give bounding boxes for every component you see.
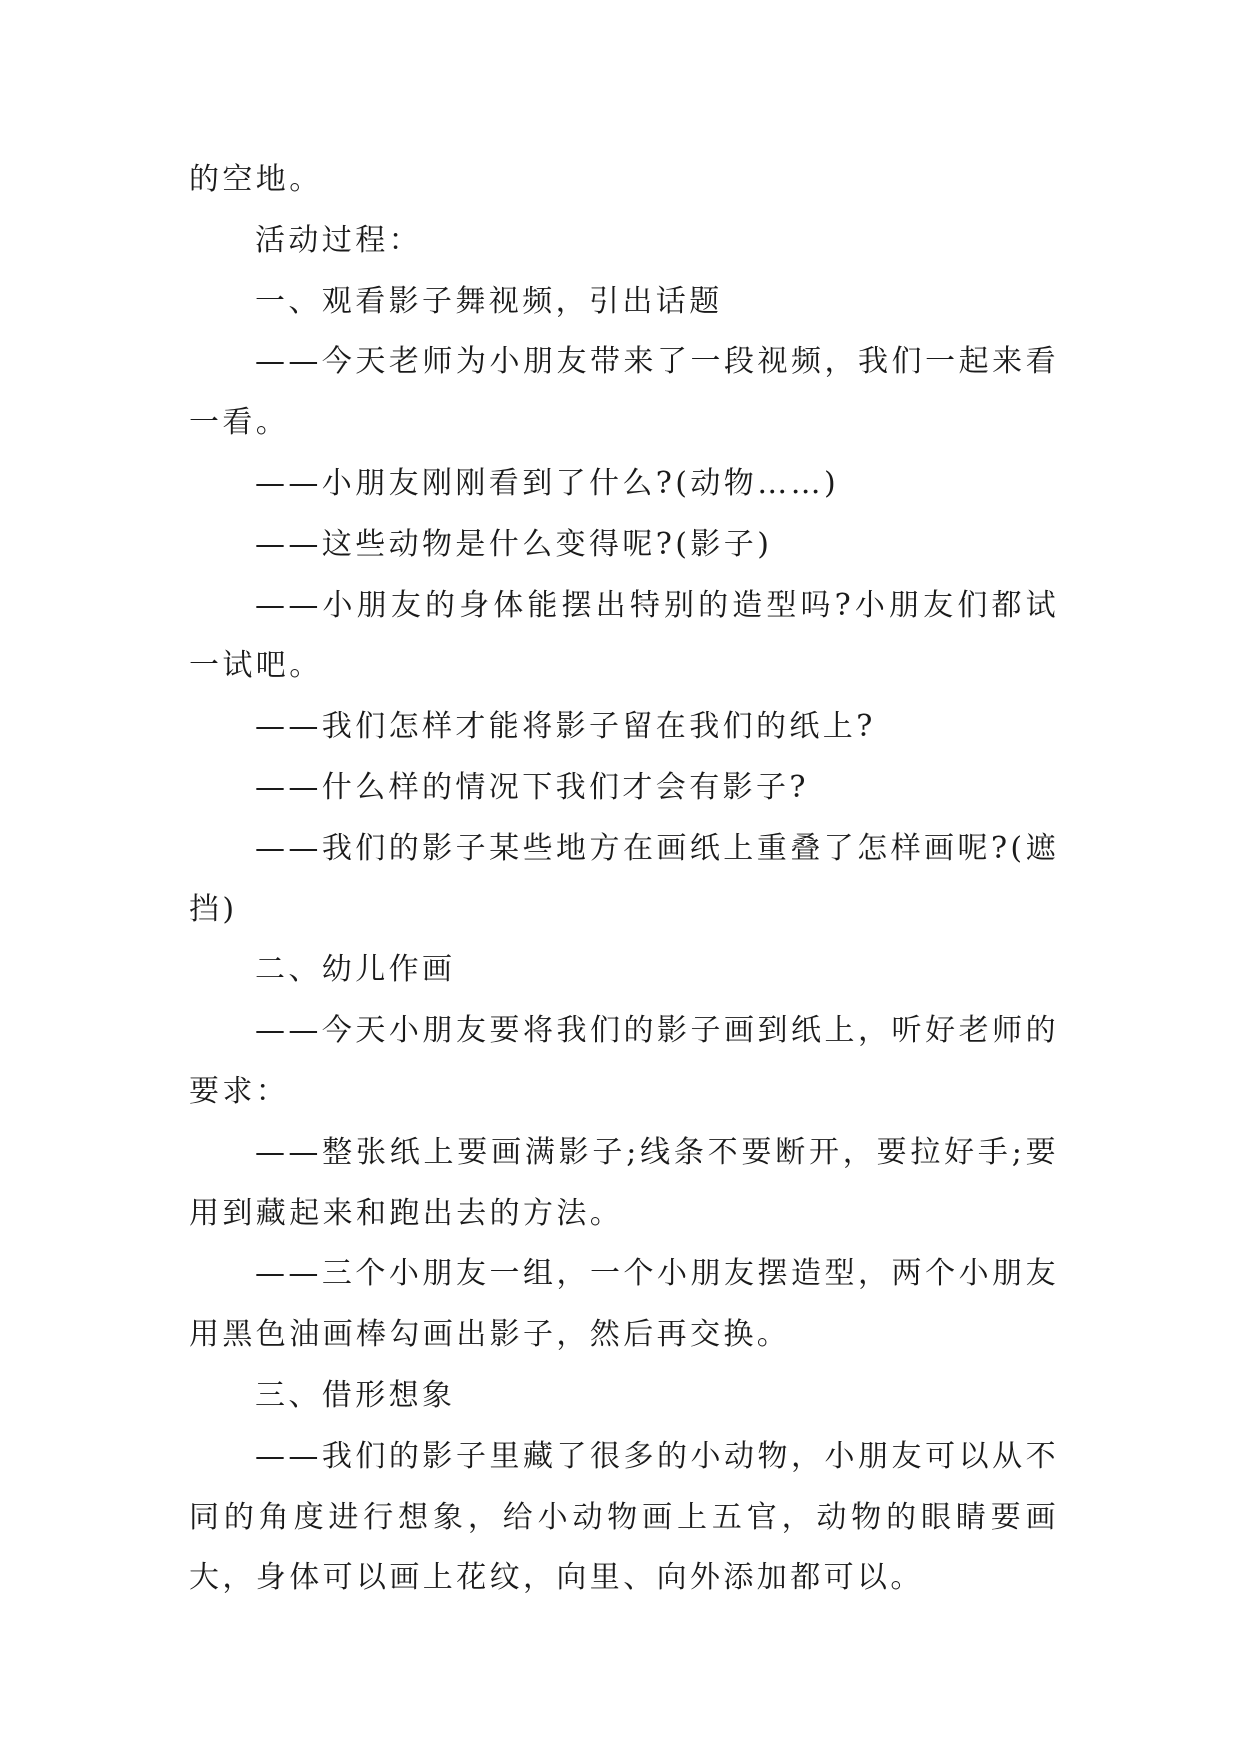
paragraph: ——我们怎样才能将影子留在我们的纸上? xyxy=(255,709,876,745)
paragraph: ——小朋友的身体能摆出特别的造型吗?小朋友们都试一试吧。 xyxy=(189,587,1059,684)
paragraph: ——这些动物是什么变得呢?(影子) xyxy=(255,526,773,562)
paragraph: ——三个小朋友一组，一个小朋友摆造型，两个小朋友用黑色油画棒勾画出影子，然后再交换。 xyxy=(189,1256,1059,1353)
paragraph: ——什么样的情况下我们才会有影子? xyxy=(255,769,809,805)
paragraph: ——我们的影子里藏了很多的小动物，小朋友可以从不同的角度进行想象，给小动物画上五官，动物的眼睛要画大，身体可以画上花纹，向里、向外添加都可以。 xyxy=(189,1438,1059,1596)
section-heading-2: 二、幼儿作画 xyxy=(255,952,456,988)
document-body xyxy=(189,150,1059,1609)
heading-activity-process: 活动过程： xyxy=(255,222,422,258)
section-heading-1: 一、观看影子舞视频，引出话题 xyxy=(255,283,723,319)
paragraph: ——今天小朋友要将我们的影子画到纸上，听好老师的要求： xyxy=(189,1013,1059,1109)
paragraph: ——我们的影子某些地方在画纸上重叠了怎样画呢?(遮挡) xyxy=(189,830,1059,927)
paragraph: ——小朋友刚刚看到了什么?(动物……) xyxy=(255,465,840,501)
paragraph: ——整张纸上要画满影子;线条不要断开，要拉好手;要用到藏起来和跑出去的方法。 xyxy=(189,1134,1059,1231)
paragraph: ——今天老师为小朋友带来了一段视频，我们一起来看一看。 xyxy=(189,344,1059,441)
paragraph-continuation: 的空地。 xyxy=(189,162,323,197)
section-heading-3: 三、借形想象 xyxy=(255,1377,456,1413)
